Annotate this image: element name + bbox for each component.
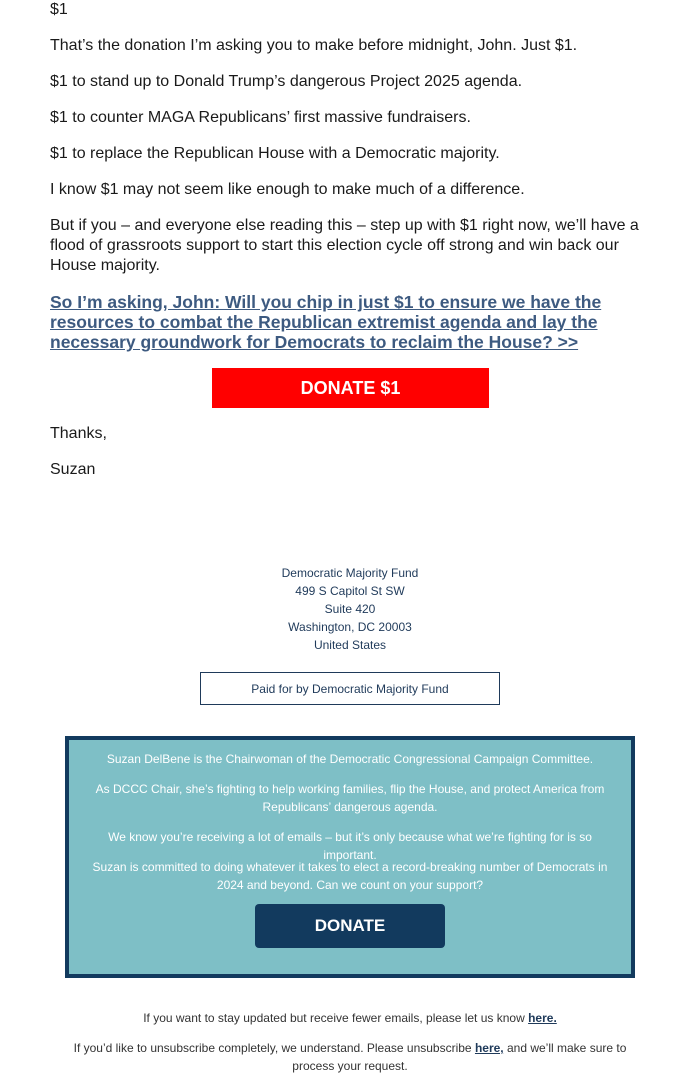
unsubscribe-text-before: If you’d like to unsubscribe completely, we understand. Please unsubscribe bbox=[73, 1041, 472, 1055]
address-org: Democratic Majority Fund bbox=[281, 566, 419, 580]
address-country: United States bbox=[313, 638, 387, 652]
paragraph-6: But if you – and everyone else reading this – step up with $1 right now, we’ll have a flood of grassroots support to start this election cycle off strong and win back our House majority. bbox=[50, 217, 639, 274]
mailing-address bbox=[0, 564, 700, 654]
paragraph-1: That’s the donation I’m asking you to make before midnight, John. Just $1. bbox=[50, 37, 578, 54]
chair-info-p4: Suzan is committed to doing whatever it takes to elect a record-breaking number of Democrats in 2024 and beyond. Can we count on your support? bbox=[92, 860, 608, 892]
chair-info-p3: We know you’re receiving a lot of emails – but it’s only because what we’re fighting for is so important. bbox=[108, 830, 592, 862]
address-city: Washington, DC 20003 bbox=[288, 620, 412, 634]
chair-info-p2: As DCCC Chair, she’s fighting to help working families, flip the House, and protect America from Republicans’ dangerous agenda. bbox=[95, 782, 605, 814]
paragraph-5: I know $1 may not seem like enough to make much of a difference. bbox=[50, 181, 525, 198]
fewer-emails-link[interactable]: here. bbox=[528, 1011, 557, 1025]
signature: Suzan bbox=[50, 461, 96, 478]
chair-info-box bbox=[65, 736, 635, 978]
unsubscribe-text-after: and we’ll make sure to process your request. bbox=[292, 1041, 627, 1073]
signoff: Thanks, bbox=[50, 425, 107, 442]
top-amount: $1 bbox=[50, 1, 68, 18]
fewer-emails-text: If you want to stay updated but receive fewer emails, please let us know bbox=[143, 1011, 525, 1025]
unsubscribe-link[interactable]: here, bbox=[474, 1041, 504, 1055]
fewer-emails-notice bbox=[60, 1009, 640, 1027]
paragraph-3: $1 to counter MAGA Republicans’ first massive fundraisers. bbox=[50, 109, 471, 126]
address-suite: Suite 420 bbox=[324, 602, 376, 616]
paid-for-disclaimer: Paid for by Democratic Majority Fund bbox=[200, 672, 500, 705]
address-street: 499 S Capitol St SW bbox=[295, 584, 405, 598]
headline-donate-link[interactable]: So I’m asking, John: Will you chip in just $1 to ensure we have the resources to combat the Republican extremist agenda and lay the necessary groundwork for Democrats to reclaim the House? >> bbox=[50, 292, 602, 352]
paragraph-4: $1 to replace the Republican House with a Democratic majority. bbox=[50, 145, 500, 162]
donate-button[interactable]: DONATE bbox=[255, 904, 445, 948]
donate-1-button[interactable]: DONATE $1 bbox=[212, 368, 489, 408]
chair-info-p1: Suzan DelBene is the Chairwoman of the Democratic Congressional Campaign Committee. bbox=[106, 752, 594, 766]
paragraph-2: $1 to stand up to Donald Trump’s dangerous Project 2025 agenda. bbox=[50, 73, 523, 90]
unsubscribe-notice bbox=[60, 1039, 640, 1075]
